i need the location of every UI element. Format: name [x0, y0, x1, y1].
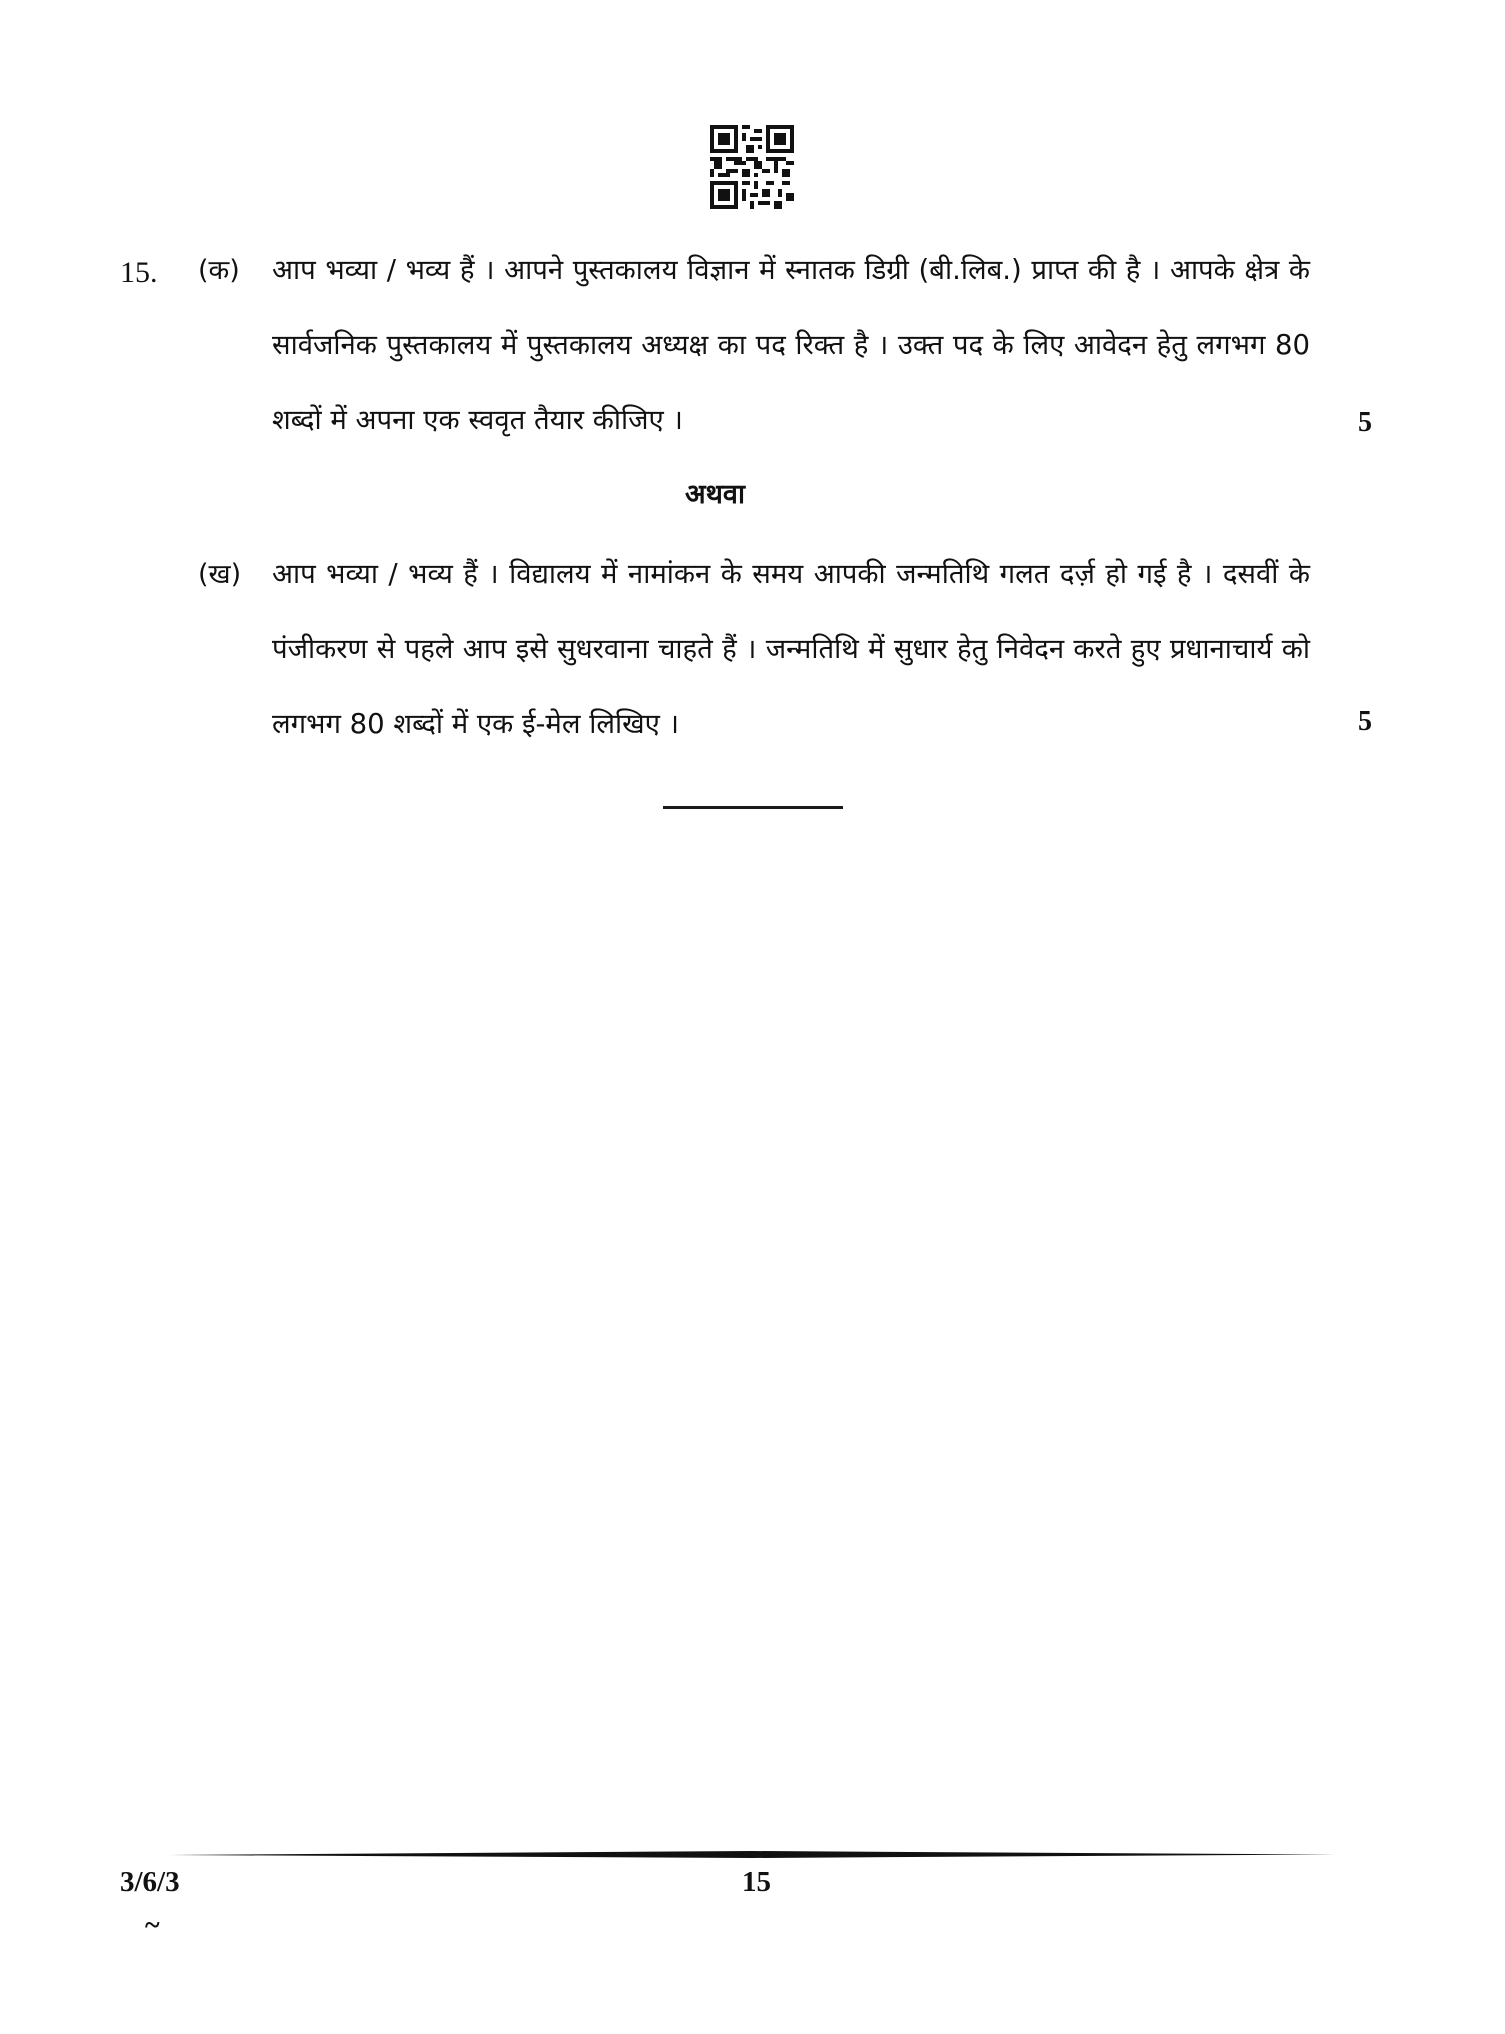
- footer-rule: [169, 1851, 1336, 1858]
- footer-tilde-mark: ~: [145, 1910, 160, 1941]
- option-text-kha: आप भव्या / भव्य हैं । विद्यालय में नामांकन के समय आपकी जन्मतिथि गलत दर्ज़ हो गई है । दसवीं के पंजीकरण से पहले आप इसे सुधरवाना चाहते हैं । जन्मतिथि में सुधार हेतु निवेदन करते हुए प्रधानाचार्य को लगभग 80 शब्दों में एक ई-मेल लिखिए ।: [272, 558, 1310, 740]
- or-separator: अथवा: [685, 479, 745, 510]
- paper-code: 3/6/3: [120, 1866, 180, 1898]
- qr-code-icon: [710, 125, 794, 209]
- marks-kha: 5: [1358, 706, 1372, 737]
- question-number: 15.: [120, 256, 158, 289]
- option-label-ka: (क): [198, 255, 240, 286]
- marks-ka: 5: [1358, 407, 1372, 438]
- page-number: 15: [742, 1866, 771, 1898]
- end-of-question-rule: [663, 806, 843, 809]
- option-text-ka: आप भव्या / भव्य हैं । आपने पुस्तकालय विज्ञान में स्नातक डिग्री (बी.लिब.) प्राप्त की है । आपके क्षेत्र के सार्वजनिक पुस्तकालय में पुस्तकालय अध्यक्ष का पद रिक्त है । उक्त पद के लिए आवेदन हेतु लगभग 80 शब्दों में अपना एक स्ववृत तैयार कीजिए ।: [272, 254, 1310, 436]
- option-label-kha: (ख): [198, 559, 242, 590]
